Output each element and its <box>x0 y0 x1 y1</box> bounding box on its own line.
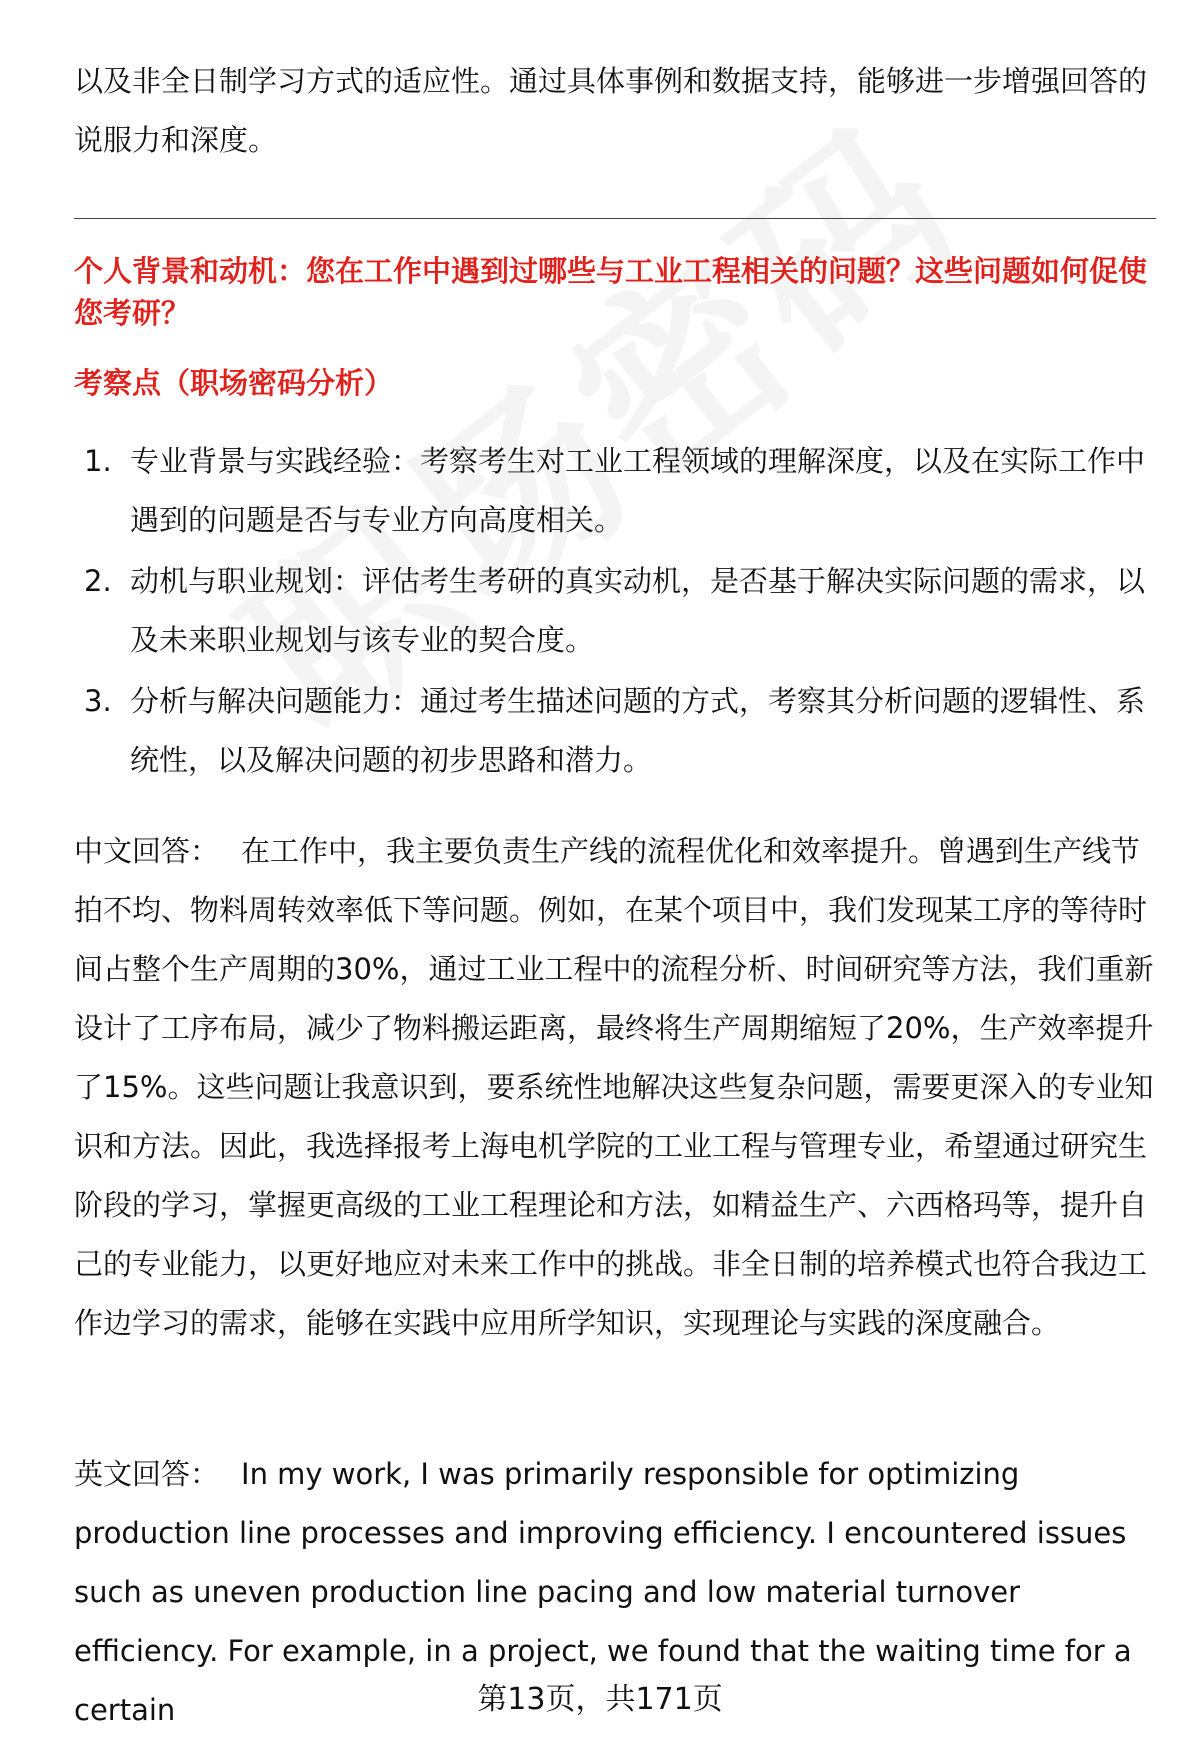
list-item-text: 分析与解决问题能力：通过考生描述问题的方式，考察其分析问题的逻辑性、系统性，以及解决问题的初步思路和潜力。 <box>130 684 1146 777</box>
section-divider <box>74 218 1156 219</box>
english-answer-label: 英文回答： <box>74 1457 220 1491</box>
chinese-answer-label: 中文回答： <box>74 834 220 868</box>
list-item <box>74 432 1156 550</box>
list-item <box>74 552 1156 670</box>
list-item-text: 动机与职业规划：评估考生考研的真实动机，是否基于解决实际问题的需求，以及未来职业规划与该专业的契合度。 <box>130 564 1146 657</box>
list-item-number: 2. <box>84 564 112 598</box>
list-item-number: 1. <box>84 444 112 478</box>
english-answer-text: In my work, I was primarily responsible for optimizing production line processes and improving efficiency. I encountered issues such as uneven production line pacing and low material turnover efficiency. For example, in a project, we found that the waiting time for a certain <box>74 1457 1132 1727</box>
question-heading: 个人背景和动机：您在工作中遇到过哪些与工业工程相关的问题？这些问题如何促使您考研？ <box>74 254 1148 330</box>
chinese-answer <box>74 822 1154 1353</box>
assessment-points-list <box>74 432 1156 792</box>
list-item-text: 专业背景与实践经验：考察考生对工业工程领域的理解深度，以及在实际工作中遇到的问题是否与专业方向高度相关。 <box>130 444 1146 537</box>
assessment-subheading: 考察点（职场密码分析） <box>74 366 394 400</box>
intro-paragraph: 以及非全日制学习方式的适应性。通过具体事例和数据支持，能够进一步增强回答的说服力和深度。 <box>74 64 1148 157</box>
chinese-answer-text: 在工作中，我主要负责生产线的流程优化和效率提升。曾遇到生产线节拍不均、物料周转效率低下等问题。例如，在某个项目中，我们发现某工序的等待时间占整个生产周期的30%，通过工业工程中的流程分析、时间研究等方法，我们重新设计了工序布局，减少了物料搬运距离，最终将生产周期缩短了20%，生产效率提升了15%。这些问题让我意识到，要系统性地解决这些复杂问题，需要更深入的专业知识和方法。因此，我选择报考上海电机学院的工业工程与管理专业，希望通过研究生阶段的学习，掌握更高级的工业工程理论和方法，如精益生产、六西格玛等，提升自己的专业能力，以更好地应对未来工作中的挑战。非全日制的培养模式也符合我边工作边学习的需求，能够在实践中应用所学知识，实现理论与实践的深度融合。 <box>74 834 1154 1340</box>
page-number-footer: 第13页，共171页 <box>477 1682 723 1717</box>
list-item-number: 3. <box>84 684 112 718</box>
list-item <box>74 672 1156 790</box>
